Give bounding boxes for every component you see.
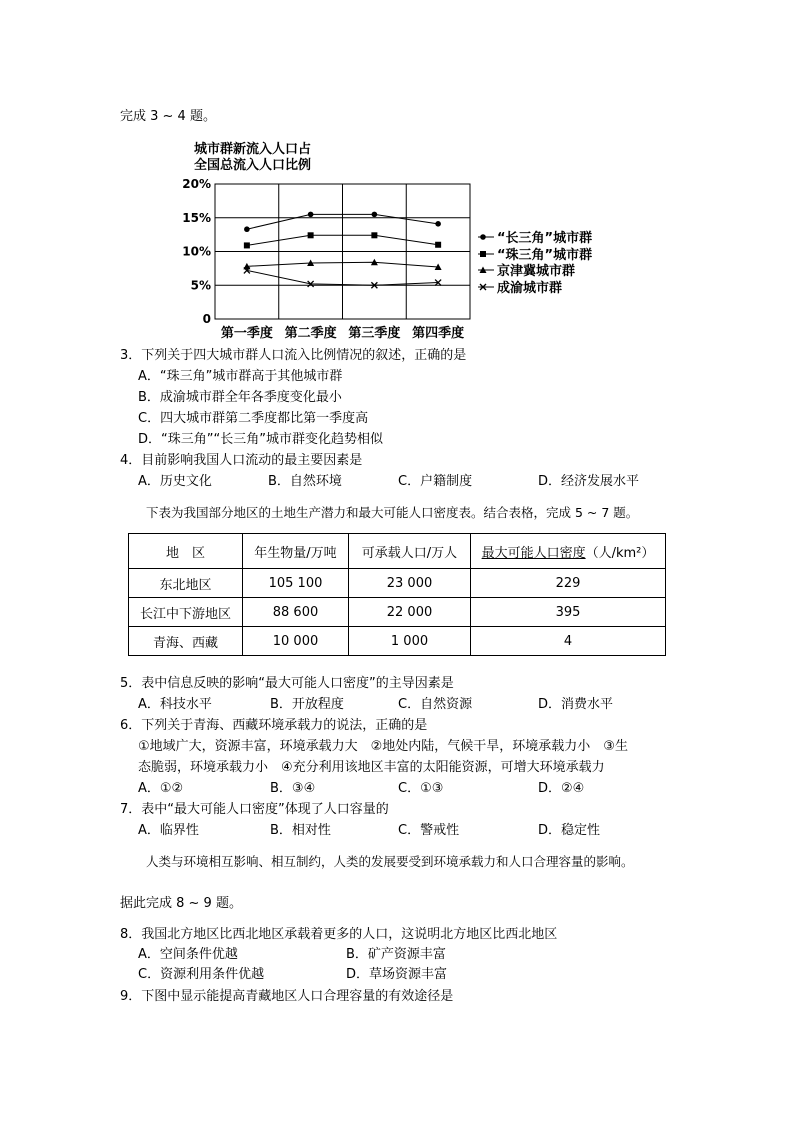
q3-option-c: C．四大城市群第二季度都比第一季度高 [138,411,369,426]
q6-stem: 6．下列关于青海、西藏环境承载力的说法，正确的是 [120,718,428,733]
legend-marker [480,251,486,257]
data-point [372,212,378,218]
legend-marker [480,234,486,240]
y-tick-label: 15% [182,210,211,225]
table-cell: 10 000 [243,627,349,656]
table-cell: 青海、西藏 [129,627,243,656]
q8-stem: 8．我国北方地区比西北地区承载着更多的人口，这说明北方地区比西北地区 [120,927,558,942]
q5-option-b: B．开放程度 [270,697,344,712]
paragraph-8-9: 人类与环境相互影响、相互制约，人类的发展要受到环境承载力和人口合理容量的影响。 [146,854,634,869]
table-cell: 229 [471,569,666,598]
data-point [308,232,314,238]
data-point [244,242,250,248]
table-header-cell: 年生物量/万吨 [243,534,349,569]
table-header-cell: 地 区 [129,534,243,569]
q4-option-b: B．自然环境 [268,474,342,489]
data-point [244,226,250,232]
intro-3-4: 完成 3 ~ 4 题。 [120,109,216,124]
table-cell: 23 000 [349,569,471,598]
legend-label: 京津冀城市群 [497,264,576,279]
q3-option-a: A．“珠三角”城市群高于其他城市群 [138,369,343,384]
legend-label: “珠三角”城市群 [497,248,593,263]
table-cell: 东北地区 [129,569,243,598]
q7-stem: 7．表中“最大可能人口密度”体现了人口容量的 [120,802,389,817]
x-tick-label: 第二季度 [284,326,337,341]
land-potential-table [128,533,666,656]
q3-option-d: D．“珠三角”“长三角”城市群变化趋势相似 [138,432,383,447]
q6-statement-line1: ①地域广大，资源丰富，环境承载力大 ②地处内陆，气候干旱，环境承载力小 ③生 [138,739,628,754]
line-chart [0,0,794,350]
q8-option-d: D．草场资源丰富 [346,967,448,982]
q7-option-b: B．相对性 [270,823,331,838]
q6-option-a: A．①② [138,781,184,796]
table-cell: 长江中下游地区 [129,598,243,627]
table-cell: 4 [471,627,666,656]
table-row [129,627,666,656]
table-row [129,598,666,627]
y-tick-label: 20% [182,177,211,191]
density-header: 最大可能人口密度 [481,545,586,561]
y-tick-label: 5% [190,278,211,293]
y-tick-label: 10% [182,244,211,259]
table-cell: 395 [471,598,666,627]
legend-label: “长三角”城市群 [497,231,593,246]
table-intro: 下表为我国部分地区的土地生产潜力和最大可能人口密度表。结合表格，完成 5 ~ 7 题。 [146,505,639,520]
q8-option-a: A．空间条件优越 [138,947,238,962]
table-header-cell: 可承载人口/万人 [349,534,471,569]
q8-option-b: B．矿产资源丰富 [346,947,446,962]
table-row [129,569,666,598]
q7-option-d: D．稳定性 [538,823,601,838]
q3-option-b: B．成渝城市群全年各季度变化最小 [138,390,342,405]
q7-option-c: C．警戒性 [398,823,460,838]
q5-option-d: D．消费水平 [538,697,614,712]
table-cell: 1 000 [349,627,471,656]
data-point [308,212,314,218]
x-tick-label: 第一季度 [220,326,273,341]
q4-option-a: A．历史文化 [138,474,212,489]
q6-option-b: B．③④ [270,781,316,796]
table-header-row [129,534,666,569]
q6-option-c: C．①③ [398,781,444,796]
q6-statement-line2: 态脆弱，环境承载力小 ④充分利用该地区丰富的太阳能资源，可增大环境承载力 [138,760,605,775]
q4-stem: 4．目前影响我国人口流动的最主要因素是 [120,453,363,468]
q5-stem: 5．表中信息反映的影响“最大可能人口密度”的主导因素是 [120,676,454,691]
q6-option-d: D．②④ [538,781,585,796]
q5-option-c: C．自然资源 [398,697,473,712]
intro-8-9: 据此完成 8 ~ 9 题。 [120,896,242,911]
y-tick-label: 0 [202,312,211,326]
data-point [435,221,441,227]
q7-option-a: A．临界性 [138,823,199,838]
q5-option-a: A．科技水平 [138,697,212,712]
table-cell: 22 000 [349,598,471,627]
q8-option-c: C．资源利用条件优越 [138,967,265,982]
data-point [435,242,441,248]
data-point [371,232,377,238]
density-unit: （人/km²） [585,545,655,561]
legend-label: 成渝城市群 [497,281,563,296]
x-tick-label: 第三季度 [348,326,401,341]
chart-title-line1: 城市群新流入人口占 [194,142,312,157]
q4-option-c: C．户籍制度 [398,474,473,489]
q3-stem: 3．下列关于四大城市群人口流入比例情况的叙述，正确的是 [120,348,467,363]
q4-option-d: D．经济发展水平 [538,474,640,489]
q9-stem: 9．下图中显示能提高青藏地区人口合理容量的有效途径是 [120,989,454,1004]
table-cell: 88 600 [243,598,349,627]
table-cell: 105 100 [243,569,349,598]
table-header-cell [471,534,666,569]
chart-title-line2: 全国总流入人口比例 [194,158,312,173]
x-tick-label: 第四季度 [412,326,465,341]
